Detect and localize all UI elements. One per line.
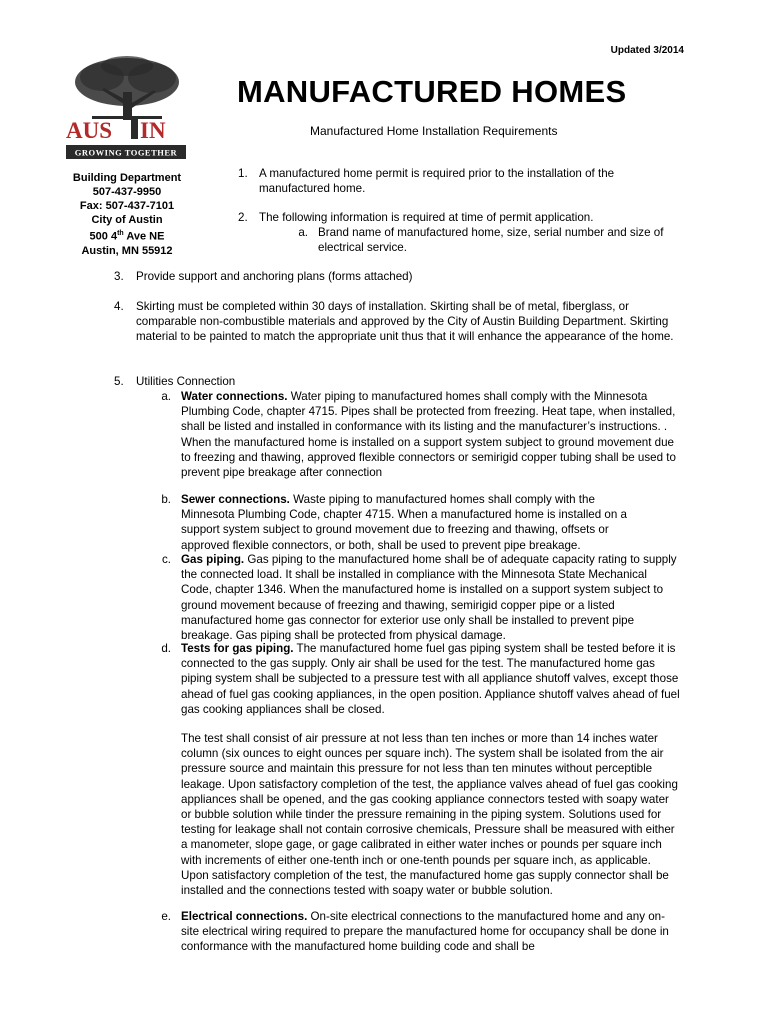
oak-tree-icon: [75, 56, 179, 120]
page-title: MANUFACTURED HOMES: [237, 74, 627, 109]
logo-wordmark-left: AUS: [66, 118, 113, 143]
list-subitem: d. Tests for gas piping. The manufactured home fuel gas piping system shall be tested before it is connected to the gas supply. Only air shall be used for the test. The manufactured home gas piping system shall be subjected to a pressure test with all appliance shutoff valves, except those ahead of fuel gas cooking appliances, in the open position. Appliance shutoff valves ahead of fuel gas cooking appliances shall be closed.: [161, 642, 680, 716]
contact-dept: Building Department: [72, 172, 182, 184]
contact-address: 500 4th Ave NE: [89, 230, 165, 243]
contact-citystate: Austin, MN 55912: [81, 244, 173, 257]
contact-phone: 507-437-9950: [92, 186, 162, 198]
logo-tagline: GROWING TOGETHER: [74, 147, 178, 158]
contact-block: [62, 171, 192, 258]
page-subtitle: Manufactured Home Installation Requirements: [310, 124, 558, 138]
list-subitem: a. Brand name of manufactured home, size, serial number and size of electrical service.: [298, 226, 664, 255]
logo-wordmark-right: IN: [140, 118, 166, 143]
contact-fax: Fax: 507-437-7101: [79, 200, 175, 212]
list-subitem: b. Sewer connections. Waste piping to manufactured homes shall comply with the Minnesota Plumbing Code, chapter 4715. When a manufactured home is installed on a support system subject to ground movement due to freezing and thawing, offsets or approved flexible connectors, or both, shall be used to prevent pipe breakage.: [161, 493, 627, 552]
list-subitem: a. Water connections. Water piping to manufactured homes shall comply with the Minnesota Plumbing Code, chapter 4715. Pipes shall be protected from freezing. Heat tape, when installed, shall be listed and installed in conformance with its listing and the manufacturer’s instructions. . When the manufactured home is installed on a support system subject to ground movement due to freezing and thawing, approved flexible connectors or semirigid copper tubing shall be used to prevent pipe breakage after connection: [161, 390, 676, 480]
city-of-austin-logo: [62, 52, 192, 164]
document-page: Updated 3/2014 AUS IN GROWING TOGETHER MANUFACTURED HOMES Manufactured Home Installation Requirements Building Department 507-437-9950 Fax: 507-437-7101 City of Austin 500 4th Ave NE Austin, MN 55912 1. A manufactured home permit is required prior to the installation of the manufactured home. 2. The following information is required at time of permit application. a. Brand name of manufactured home, size, serial number and size of electrical service. 3. Provide support and anchoring plans (forms attached) 4. Skirting must be completed within 30 days of installation. Skirting shall be of metal, fiberglass, or comparable non-combustible materials and approved by the City of Austin Building Department. Skirting material to be painted to match the appropriate unit thus that it will enhance the appearance of the home. 5. Utilities Connection a. Water connections. Water piping to manufactured homes shall comply with the Minnesota Plumbing Code, chapter 4715. Pipes shall be protected from freezing. Heat tape, when installed, shall be listed and installed in conformance with its listing and the manufacturer’s instructions. . When the manufactured home is installed on a support system subject to ground movement due to freezing and thawing, approved flexible connectors or semirigid copper tubing shall be used to prevent pipe breakage after connection b. Sewer connections. Waste piping to manufactured homes shall comply with the Minnesota Plumbing Code, chapter 4715. When a manufactured home is installed on a support system subject to ground movement due to freezing and thawing, offsets or approved flexible connectors, or both, shall be used to prevent pipe breakage. c. Gas piping. Gas piping to the manufactured home shall be of adequate capacity rating to supply the connected load. It shall be installed in compliance with the Minnesota State Mechanical Code, chapter 1346. When the manufactured home is installed on a support system subject to ground movement because of freezing and thawing, semirigid copper pipe or a listed manufactured home gas connector for exterior use only shall be installed to prevent pipe breakage. Gas piping shall be protected from physical damage. d. Tests for gas piping. The manufactured home fuel gas piping system shall be tested before it is connected to the gas supply. Only air shall be used for the test. The manufactured home gas piping system shall be subjected to a pressure test with all appliance shutoff valves, except those ahead of fuel gas cooking appliances, in the open position. Appliance shutoff valves ahead of fuel gas cooking appliances shall be closed. The test shall consist of air pressure at not less than ten inches or more than 14 inches water column (six ounces to eight ounces per square inch). The system shall be isolated from the air pressure source and maintain this pressure for not less than ten minutes without perceptible leakage. Upon satisfactory completion of the test, the appliance valves ahead of fuel gas cooking appliances shall be opened, and the gas cooking appliance connectors tested with soapy water or bubble solution while tinder the pressure remaining in the piping system. Solutions used for testing for leakage shall not contain corrosive chemicals, Pressure shall be measured with either a manometer, slope gage, or gage calibrated in either water inches or pounds per square inch with increments of either one-tenth inch or one-tenth pounds per square inch, as applicable. Upon satisfactory completion of the test, the manufactured home gas supply connector shall be installed and the connections tested with soapy water or bubble solution. e. Electrical connections. On-site electrical connections to the manufactured home and any on-site electrical wiring required to prepare the manufactured home for occupancy shall be done in conformance with the manufactured home building code and shall be: [0, 0, 770, 1024]
list-subitem: e. Electrical connections. On-site electrical connections to the manufactured home and any on-site electrical wiring required to prepare the manufactured home for occupancy shall be done in conformance with the manufactured home building code and shall be: [161, 910, 669, 954]
contact-city: City of Austin: [91, 214, 163, 226]
list-subitem: c. Gas piping. Gas piping to the manufactured home shall be of adequate capacity rating to supply the connected load. It shall be installed in compliance with the Minnesota State Mechanical Code, chapter 1346. When the manufactured home is installed on a support system subject to ground movement because of freezing and thawing, semirigid copper pipe or a listed manufactured home gas connector for exterior use only shall be installed to prevent pipe breakage. Gas piping shall be protected from physical damage.: [161, 553, 677, 643]
updated-date: Updated 3/2014: [610, 45, 684, 56]
list-subitem-paragraph: The test shall consist of air pressure at not less than ten inches or more than 14 inches water column (six ounces to eight ounces per square inch). The system shall be isolated from the air pressure source and maintain this pressure for not less than ten minutes without perceptible leakage. Upon satisfactory completion of the test, the appliance valves ahead of fuel gas cooking appliances shall be opened, and the gas cooking appliance connectors tested with soapy water or bubble solution while tinder the pressure remaining in the piping system. Solutions used for testing for leakage shall not contain corrosive chemicals, Pressure shall be measured with either a manometer, slope gage, or gage calibrated in either water inches or pounds per square inch with increments of either one-tenth inch or one-tenth pounds per square inch, as applicable. Upon satisfactory completion of the test, the manufactured home gas supply connector shall be installed and the connections tested with soapy water or bubble solution.: [181, 732, 678, 898]
